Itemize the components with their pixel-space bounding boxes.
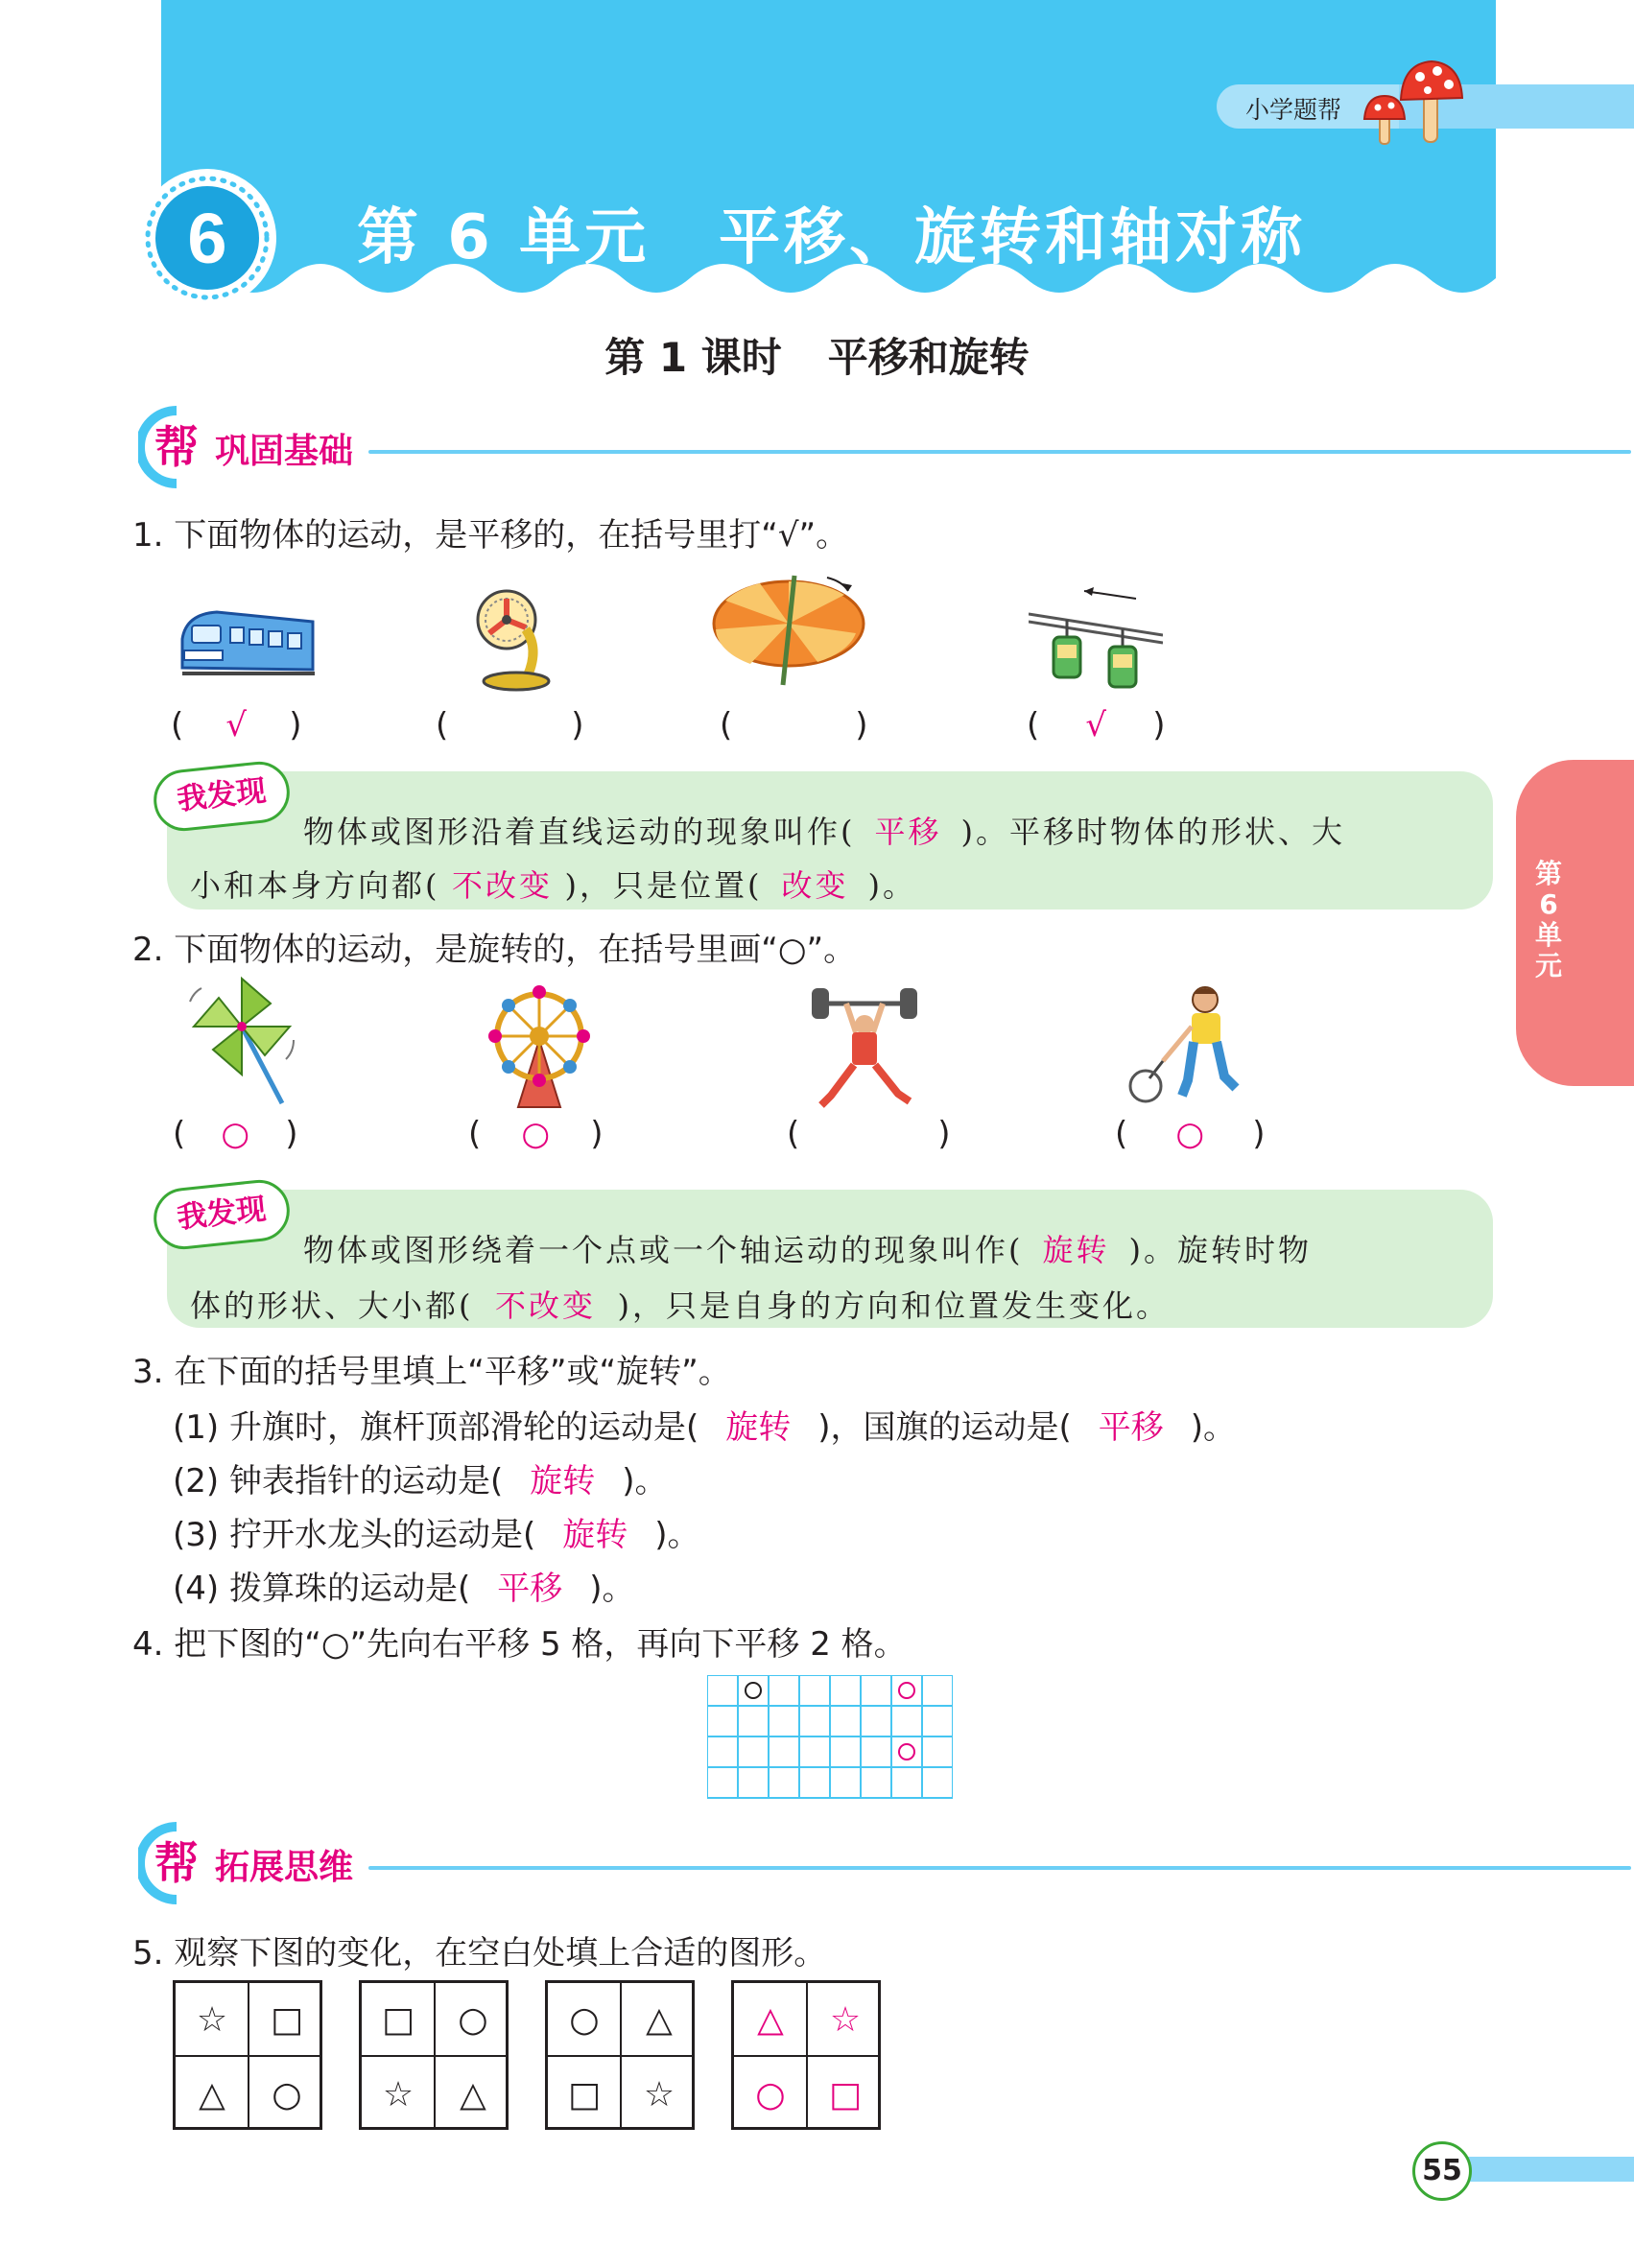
q3-sub-3: (3) 拧开水龙头的运动是( 旋转 )。 [173,1516,700,1554]
cable-car-icon [1029,585,1163,697]
unit-side-tab-label: 第6单元 [1534,858,1562,981]
unit-number-badge [134,165,280,311]
discovery-badge: 我发现 [151,759,293,834]
grid-circle-shifted-right [899,1683,914,1698]
q2-answer-3: ( ) [787,1115,951,1153]
discovery-2-line-1: 物体或图形绕着一个点或一个轴运动的现象叫作( 旋转 )。旋转时物 [303,1232,1312,1268]
cell-divider [548,2055,692,2057]
shape-cell: △ [757,1999,784,2040]
grid-circle-original [746,1683,761,1698]
hoop-boy-icon [1125,984,1259,1113]
q1-answer-2: ( ) [436,706,584,744]
discovery-badge: 我发现 [151,1177,293,1252]
shape-cell: ○ [755,2074,786,2114]
q1-answer-1: ( √ ) [171,706,302,744]
weightlifter-icon [808,982,921,1113]
shape-cell: △ [646,1999,673,2040]
q2-answer-4: ( ○ ) [1115,1115,1266,1153]
shape-cell: □ [828,2074,862,2114]
q1-answer-3: ( ) [720,706,868,744]
shape-cell: □ [567,2074,601,2114]
shape-cell: ○ [272,2074,302,2114]
question-1: 1. 下面物体的运动，是平移的，在括号里打“√”。 [132,516,849,555]
shape-cell: △ [199,2074,225,2114]
q3-sub-4: (4) 拨算珠的运动是( 平移 )。 [173,1570,635,1608]
shape-cell: ○ [458,1999,488,2040]
shape-cell: ☆ [829,1999,862,2040]
question-4: 4. 把下图的“○”先向右平移 5 格，再向下平移 2 格。 [132,1625,907,1664]
mushroom-icon [1359,56,1464,148]
q3-sub-2: (2) 钟表指针的运动是( 旋转 )。 [173,1462,668,1500]
section-divider [368,1866,1631,1870]
cell-divider [734,2055,878,2057]
translation-grid [707,1675,953,1800]
unit-name: 平移、旋转和轴对称 [719,202,1307,273]
section-header-extend [138,1819,1497,1905]
train-icon [173,601,319,683]
ferris-wheel-icon [482,984,597,1109]
cell-divider [362,2055,506,2057]
lesson-name: 平移和旋转 [827,334,1030,381]
cell-divider [176,2055,320,2057]
section-label: 拓展思维 [215,1848,354,1887]
shape-box-4 [731,1980,881,2130]
question-5: 5. 观察下图的变化，在空白处填上合适的图形。 [132,1934,827,1973]
shape-cell: ☆ [196,1999,228,2040]
shape-cell: ☆ [382,2074,414,2114]
section-prefix: 帮 [154,421,199,473]
q3-sub-1: (1) 升旗时，旗杆顶部滑轮的运动是( 旋转 )，国旗的运动是( 平移 )。 [173,1408,1237,1447]
q2-answer-1: ( ○ ) [173,1115,298,1153]
unit-number: 6 [187,199,227,278]
unit-title [357,188,1306,276]
q2-answer-2: ( ○ ) [468,1115,604,1153]
shape-cell: ☆ [643,2074,675,2114]
question-2: 2. 下面物体的运动，是旋转的，在括号里画“○”。 [132,931,857,969]
grid-circle-shifted-down [899,1744,914,1760]
brand-name: 小学题帮 [1245,96,1342,124]
shape-box-1 [173,1980,322,2130]
page-number: 55 [1412,2141,1472,2201]
section-header-basic [138,403,1497,489]
section-divider [368,450,1631,454]
lesson-label: 第 1 课时 [604,334,782,381]
section-prefix: 帮 [154,1837,199,1889]
shape-cell: △ [460,2074,486,2114]
spinner-icon [712,572,869,689]
section-label: 巩固基础 [215,432,354,471]
shape-cell: □ [270,1999,303,2040]
fan-icon [470,581,553,693]
discovery-1-line-2: 小和本身方向都( 不改变 )，只是位置( 改变 )。 [190,867,916,904]
discovery-2-line-2: 体的形状、大小都( 不改变 )，只是自身的方向和位置发生变化。 [190,1288,1170,1324]
shape-box-2 [359,1980,509,2130]
unit-label: 第 6 单元 [357,202,651,273]
pinwheel-icon [188,973,299,1107]
q1-answer-4: ( √ ) [1027,706,1166,744]
shape-cell: ○ [569,1999,600,2040]
lesson-title [0,326,1634,384]
discovery-1-line-1: 物体或图形沿着直线运动的现象叫作( 平移 )。平移时物体的形状、大 [303,814,1345,850]
shape-cell: □ [381,1999,414,2040]
question-3: 3. 在下面的括号里填上“平移”或“旋转”。 [132,1353,731,1391]
shape-box-3 [545,1980,695,2130]
page-number-bar [1458,2157,1634,2182]
